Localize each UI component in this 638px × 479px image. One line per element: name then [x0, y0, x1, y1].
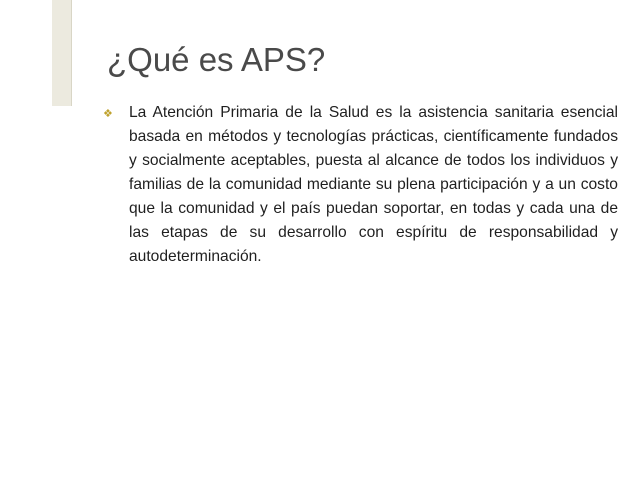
- diamond-bullet-icon: ❖: [103, 107, 113, 120]
- accent-bar-edge: [71, 0, 72, 106]
- bullet-text: La Atención Primaria de la Salud es la asistencia sanitaria esencial basada en métodos y tecnologías prácticas, científicamente fundados y socialmente aceptables, puesta al alcance de todos los individuos y familias de la comunidad mediante su plena participación y a un costo que la comunidad y el país puedan soportar, en todas y cada una de las etapas de su desarrollo con espíritu de responsabilidad y autodeterminación.: [129, 104, 618, 265]
- accent-bar: [52, 0, 71, 106]
- bullet-list: [103, 101, 618, 269]
- slide-title: ¿Qué es APS?: [107, 41, 326, 78]
